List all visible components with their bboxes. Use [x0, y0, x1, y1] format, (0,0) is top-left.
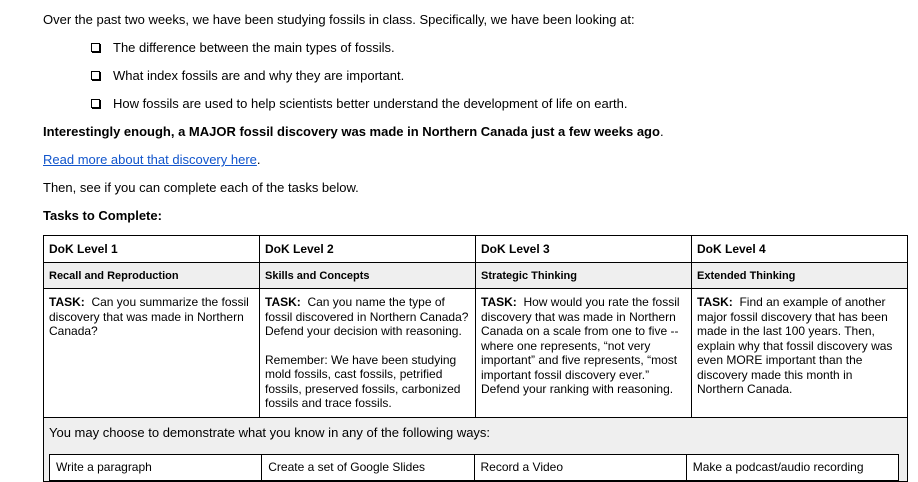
checkbox-bullet-icon — [91, 43, 100, 52]
link-paragraph — [43, 152, 261, 167]
task-cell — [260, 289, 476, 418]
period: . — [659, 124, 664, 139]
bullet-text: The difference between the main types of fossils. — [113, 40, 395, 55]
task-text: Can you name the type of fossil discovered in Northern Canada? Defend your decision with reasoning. — [265, 295, 469, 338]
task-text: Find an example of another major fossil discovery that has been made in the last 100 years. Then, explain why that fossil discovery was even MORE important than the discovery made this month in Northern Canada. — [697, 295, 893, 396]
ways-table — [49, 454, 899, 481]
task-cell — [44, 289, 260, 418]
bullet-text: How fossils are used to help scientists better understand the development of life on earth. — [113, 96, 628, 111]
level-header: DoK Level 3 — [476, 236, 692, 263]
period: . — [256, 152, 261, 167]
ways-intro: You may choose to demonstrate what you know in any of the following ways: — [49, 424, 491, 440]
level-subtitle: Strategic Thinking — [476, 262, 692, 289]
bullet-item — [91, 40, 395, 55]
way-option: Make a podcast/audio recording — [686, 455, 898, 481]
task-note: Remember: We have been studying mold fossils, cast fossils, petrified fossils, preserved fossils, carbonized fossils and trace fossils. — [265, 352, 461, 410]
intro-text: Over the past two weeks, we have been studying fossils in class. Specifically, we have been looking at: — [43, 12, 635, 27]
level-subtitle: Extended Thinking — [692, 262, 908, 289]
way-option: Record a Video — [474, 455, 686, 481]
level-header: DoK Level 2 — [260, 236, 476, 263]
bullet-item — [91, 68, 404, 83]
task-cell — [476, 289, 692, 418]
highlight-text: Interestingly enough, a MAJOR fossil discovery was made in Northern Canada just a few weeks ago — [43, 124, 660, 139]
bullet-item — [91, 96, 628, 111]
level-subtitle: Skills and Concepts — [260, 262, 476, 289]
dok-tasks-table — [43, 235, 908, 482]
ways-cell — [44, 417, 908, 481]
checkbox-bullet-icon — [91, 99, 100, 108]
level-header: DoK Level 4 — [692, 236, 908, 263]
task-cell — [692, 289, 908, 418]
task-label: TASK: — [49, 295, 85, 309]
task-label: TASK: — [265, 295, 301, 309]
way-option: Create a set of Google Slides — [262, 455, 474, 481]
way-option: Write a paragraph — [50, 455, 262, 481]
level-header: DoK Level 1 — [44, 236, 260, 263]
highlight-paragraph — [43, 124, 664, 139]
tasks-heading: Tasks to Complete: — [43, 208, 162, 223]
bullet-text: What index fossils are and why they are important. — [113, 68, 405, 83]
instruction-text: Then, see if you can complete each of the tasks below. — [43, 180, 359, 195]
task-text: How would you rate the fossil discovery that was made in Northern Canada on a scale from one to five -- where one represents, “not very important” and five represents, “most important fossil discovery ever.” Defend your ranking with reasoning. — [481, 295, 680, 396]
discovery-link[interactable]: Read more about that discovery here — [43, 152, 257, 167]
task-label: TASK: — [481, 295, 517, 309]
level-subtitle: Recall and Reproduction — [44, 262, 260, 289]
task-text: Can you summarize the fossil discovery that was made in Northern Canada? — [49, 295, 249, 338]
checkbox-bullet-icon — [91, 71, 100, 80]
task-label: TASK: — [697, 295, 733, 309]
